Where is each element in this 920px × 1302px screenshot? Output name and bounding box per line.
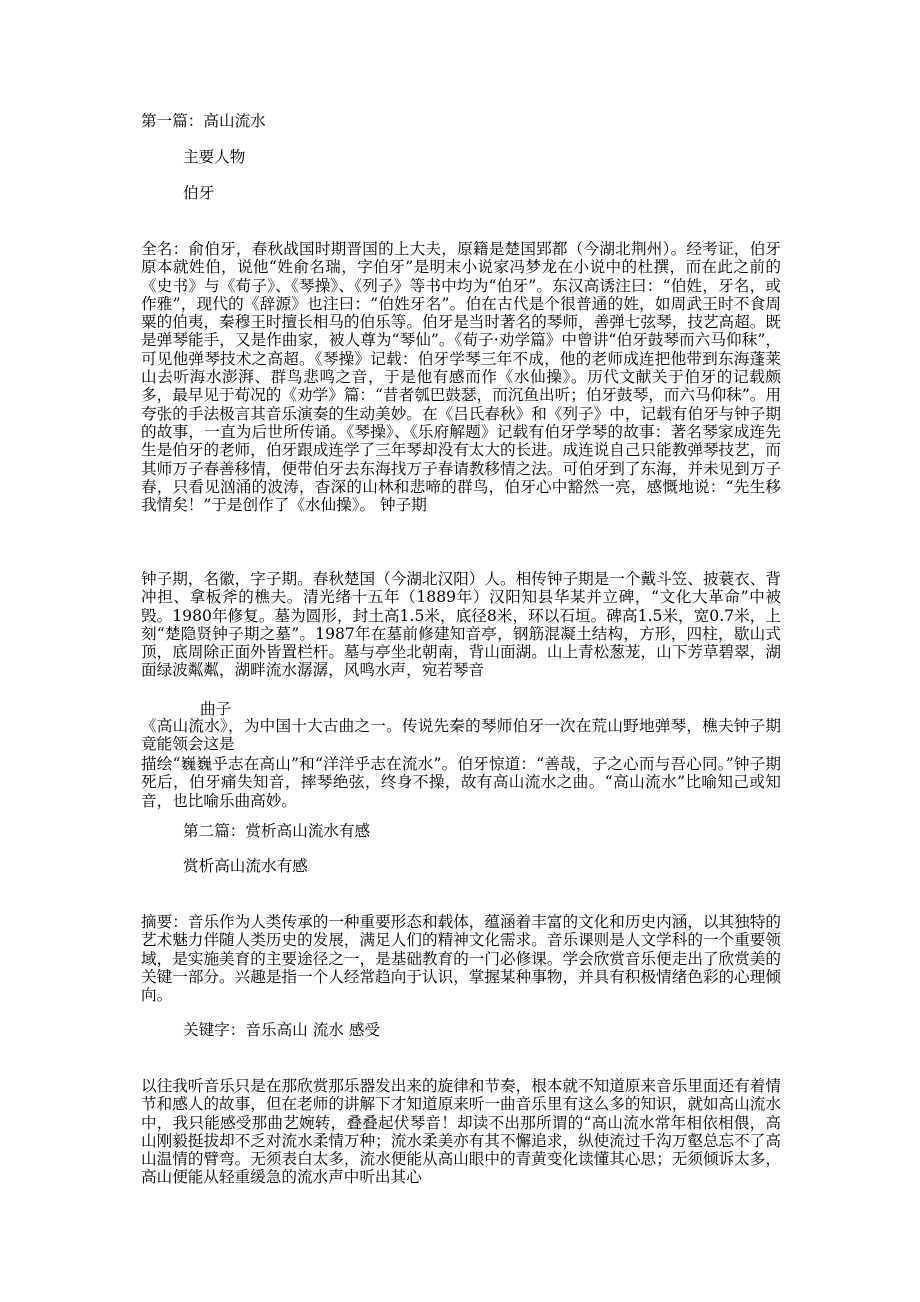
song-paragraph-2: 描绘“巍巍乎志在高山”和“洋洋乎志在流水”。伯牙惊道：“善哉，子之心而与吾心同。”钟子期死后，伯牙痛失知音，摔琴绝弦，终身不操，故有高山流水之曲。“高山流水”比喻知己或知音，也比喻乐曲高妙。 [141, 755, 781, 810]
song-paragraph-1: 《高山流水》，为中国十大古曲之一。传说先秦的琴师伯牙一次在荒山野地弹琴，樵夫钟子期竟能领会这是 [141, 717, 781, 754]
song-heading: 曲子 [200, 700, 232, 718]
boya-heading: 伯牙 [183, 184, 215, 202]
main-characters-heading: 主要人物 [183, 148, 246, 166]
section-2-heading: 第二篇：赏析高山流水有感 [183, 822, 371, 840]
zhongziqi-paragraph: 钟子期，名徽，字子期。春秋楚国（今湖北汉阳）人。相传钟子期是一个戴斗笠、披蓑衣、背冲担、拿板斧的樵夫。清光绪十五年（1889年）汉阳知县华某并立碑，“文化大革命”中被毁。1980年修复。墓为圆形，封土高1.5米，底径8米，环以石垣。碑高1.5米，宽0.7米，上刻“楚隐贤钟子期之墓”。1987年在墓前修建知音亭，钢筋混凝土结构，方形，四柱，歇山式顶，底周除正面外皆置栏杆。墓与亭坐北朝南，背山面湖。山上青松葱茏，山下芳草碧翠，湖面绿波粼粼，湖畔流水潺潺，风鸣水声，宛若琴音 [141, 570, 781, 680]
appreciation-title: 赏析高山流水有感 [183, 857, 308, 875]
abstract-paragraph: 摘要：音乐作为人类传承的一种重要形态和载体，蕴涵着丰富的文化和历史内涵，以其独特的艺术魅力伴随人类历史的发展，满足人们的精神文化需求。音乐课则是人文学科的一个重要领域，是实施美育的主要途径之一，是基础教育的一门必修课。学会欣赏音乐便走出了欣赏美的关键一部分。兴趣是指一个人经常趋向于认识，掌握某种事物，并具有积极情绪色彩的心理倾向。 [141, 913, 781, 1005]
section-1-heading: 第一篇：高山流水 [141, 112, 266, 130]
keywords-line: 关键字：音乐高山 流水 感受 [183, 1021, 381, 1039]
boya-paragraph: 全名：俞伯牙，春秋战国时期晋国的上大夫，原籍是楚国郢都（今湖北荆州）。经考证，伯牙原本就姓伯，说他“姓俞名瑞，字伯牙”是明末小说家冯梦龙在小说中的杜撰，而在此之前的《史书》与《荀子》、《琴操》、《列子》等书中均为“伯牙”。东汉高诱注曰：“伯姓，牙名，或作雅”，现代的《辞源》也注曰：“伯姓牙名”。伯在古代是个很普通的姓，如周武王时不食周粟的伯夷，秦穆王时擅长相马的伯乐等。伯牙是当时著名的琴师，善弹七弦琴，技艺高超。既是弹琴能手，又是作曲家，被人尊为“琴仙”。《荀子·劝学篇》中曾讲“伯牙鼓琴而六马仰秣”，可见他弹琴技术之高超。《琴操》记载：伯牙学琴三年不成，他的老师成连把他带到东海蓬莱山去听海水澎湃、群鸟悲鸣之音，于是他有感而作《水仙操》。历代文献关于伯牙的记载颇多，最早见于荀况的《劝学》篇：“昔者瓠巴鼓瑟，而沉鱼出听；伯牙鼓琴，而六马仰秣”。用夸张的手法极言其音乐演奏的生动美妙。在《吕氏春秋》和《列子》中，记载有伯牙与钟子期的故事，一直为后世所传诵。《琴操》、《乐府解题》记载有伯牙学琴的故事：著名琴家成连先生是伯牙的老师，伯牙跟成连学了三年琴却没有太大的长进。成连说自己只能教弹琴技艺，而其师万子春善移情，便带伯牙去东海找万子春请教移情之法。可伯牙到了东海，并未见到万子春，只看见汹涌的波涛，杳深的山林和悲啼的群鸟，伯牙心中豁然一亮，感慨地说：“先生移我情矣！”于是创作了《水仙操》。 钟子期 [141, 240, 781, 515]
body-paragraph: 以往我听音乐只是在那欣赏那乐器发出来的旋律和节奏，根本就不知道原来音乐里面还有着情节和感人的故事，但在老师的讲解下才知道原来听一曲音乐里有这么多的知识，就如高山流水中，我只能感受那曲艺婉转，叠叠起伏琴音！却读不出那所谓的“高山流水常年相依相偎，高山刚毅挺拔却不乏对流水柔情万种；流水柔美亦有其不懈追求，纵使流过千沟万壑总忘不了高山温情的臂弯。无须表白太多，流水便能从高山眼中的青黄变化读懂其心思；无须倾诉太多，高山便能从轻重缓急的流水声中听出其心 [141, 1077, 781, 1187]
